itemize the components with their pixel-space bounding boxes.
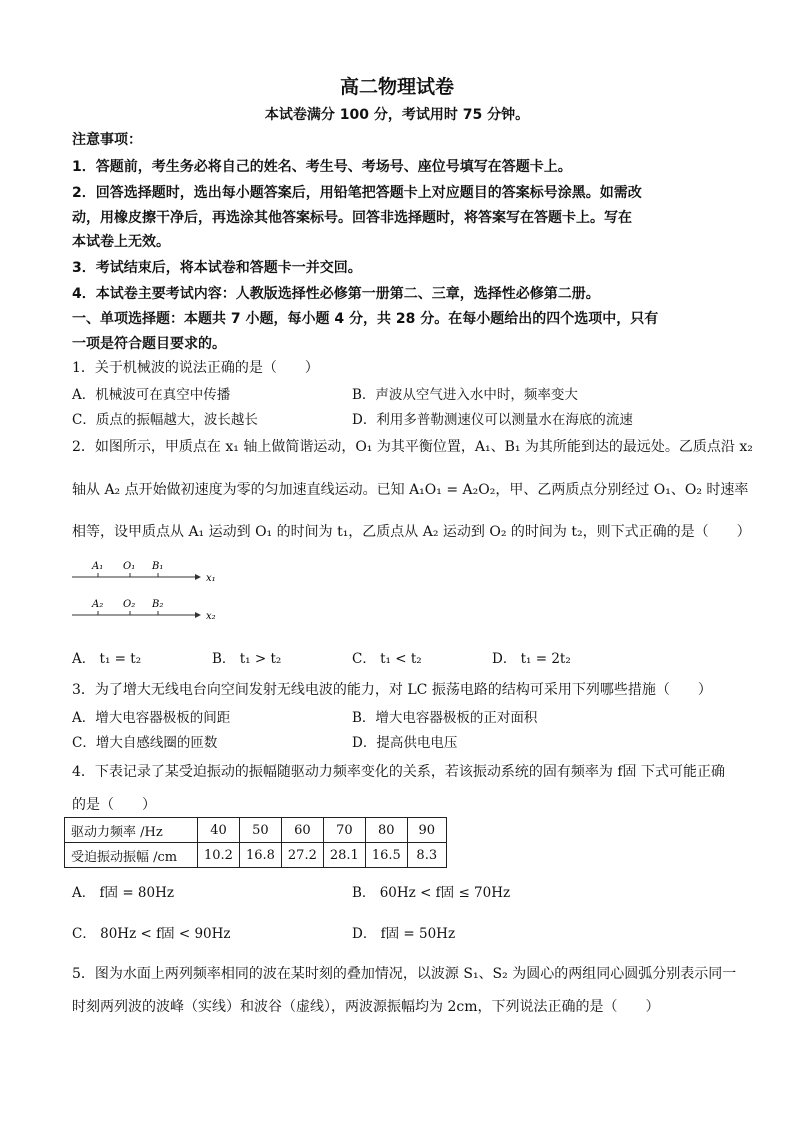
q5-stem-line-a: 5．图为水面上两列频率相同的波在某时刻的叠加情况，以波源 S₁、S₂ 为圆心的两组同心圆弧分别表示同一	[72, 966, 737, 982]
note-2-line-a: 2．回答选择题时，选出每小题答案后，用铅笔把答题卡上对应题目的答案标号涂黑。如需改	[72, 185, 642, 201]
table-cell: 10.2	[198, 843, 240, 868]
section1-heading-a: 一、单项选择题：本题共 7 小题，每小题 4 分，共 28 分。在每小题给出的四个选项中，只有	[72, 311, 659, 327]
q1-option-b: B．声波从空气进入水中时，频率变大	[352, 387, 578, 403]
table-cell: 90	[407, 818, 446, 843]
q4-stem-line-b: 的是（ ）	[72, 797, 156, 813]
q4-option-c: C． 80Hz < f固 < 90Hz	[72, 926, 231, 942]
label-b1: B₁	[152, 561, 164, 572]
table-cell: 27.2	[281, 843, 323, 868]
table-cell: 16.8	[239, 843, 281, 868]
section1-heading-b: 一项是符合题目要求的。	[72, 336, 226, 352]
note-2-line-b: 动，用橡皮擦干净后，再选涂其他答案标号。回答非选择题时，将答案写在答题卡上。写在	[72, 210, 632, 226]
q3-stem: 3．为了增大无线电台向空间发射无线电波的能力，对 LC 振荡电路的结构可采用下列哪些措施（ ）	[72, 682, 712, 698]
q2-option-b: B． t₁ > t₂	[212, 651, 282, 667]
label-x1: x₁	[206, 573, 216, 584]
label-b2: B₂	[152, 599, 164, 610]
note-1: 1．答题前，考生务必将自己的姓名、考生号、考场号、座位号填写在答题卡上。	[72, 159, 572, 175]
q3-option-c: C．增大自感线圈的匝数	[72, 735, 218, 751]
q4-option-d: D． f固 = 50Hz	[352, 926, 456, 942]
q2-stem-line-c: 相等，设甲质点从 A₁ 运动到 O₁ 的时间为 t₁，乙质点从 A₂ 运动到 O₂ 的时间为 t₂，则下式正确的是（ ）	[72, 524, 751, 540]
label-x2: x₂	[206, 611, 216, 622]
q2-option-a: A． t₁ = t₂	[72, 651, 142, 667]
table-cell: 8.3	[407, 843, 446, 868]
table-cell: 16.5	[365, 843, 407, 868]
table-row	[65, 843, 447, 868]
q3-option-d: D．提高供电电压	[352, 735, 458, 751]
q3-option-a: A．增大电容器极板的间距	[72, 710, 231, 726]
table-cell: 60	[281, 818, 323, 843]
label-o1: O₁	[123, 561, 136, 572]
note-4: 4．本试卷主要考试内容：人教版选择性必修第一册第二、三章，选择性必修第二册。	[72, 286, 600, 302]
q3-option-b: B．增大电容器极板的正对面积	[352, 710, 538, 726]
q4-stem-line-a: 4．下表记录了某受迫振动的振幅随驱动力频率变化的关系，若该振动系统的固有频率为 f固 下式可能正确	[72, 764, 725, 780]
label-o2: O₂	[123, 599, 136, 610]
q2-axes-figure	[68, 555, 228, 625]
q2-stem-line-a: 2．如图所示，甲质点在 x₁ 轴上做简谐运动，O₁ 为其平衡位置，A₁、B₁ 为其所能到达的最远处。乙质点沿 x₂	[72, 439, 753, 455]
q2-option-c: C． t₁ < t₂	[352, 651, 422, 667]
q5-stem-line-b: 时刻两列波的波峰（实线）和波谷（虚线），两波源振幅均为 2cm，下列说法正确的是（ ）	[72, 999, 660, 1015]
note-3: 3．考试结束后，将本试卷和答题卡一并交回。	[72, 260, 362, 276]
page-title: 高二物理试卷	[339, 76, 454, 98]
q4-option-a: A． f固 = 80Hz	[72, 885, 174, 901]
notes-heading: 注意事项：	[72, 132, 142, 148]
q2-option-d: D． t₁ = 2t₂	[492, 651, 571, 667]
table-row-label: 驱动力频率 /Hz	[65, 818, 198, 843]
q1-option-d: D．利用多普勒测速仪可以测量水在海底的流速	[352, 412, 633, 428]
q1-option-a: A．机械波可在真空中传播	[72, 387, 231, 403]
note-2-line-c: 本试卷上无效。	[72, 234, 170, 250]
table-cell: 28.1	[323, 843, 365, 868]
table-cell: 80	[365, 818, 407, 843]
label-a1: A₁	[92, 561, 104, 572]
q4-frequency-table	[64, 817, 447, 868]
table-cell: 50	[239, 818, 281, 843]
exam-subtitle: 本试卷满分 100 分，考试用时 75 分钟。	[264, 107, 530, 123]
table-row	[65, 818, 447, 843]
label-a2: A₂	[92, 599, 104, 610]
q4-option-b: B． 60Hz < f固 ≤ 70Hz	[352, 885, 511, 901]
table-cell: 70	[323, 818, 365, 843]
q1-option-c: C．质点的振幅越大，波长越长	[72, 412, 258, 428]
q1-stem: 1．关于机械波的说法正确的是（ ）	[72, 360, 319, 376]
table-cell: 40	[198, 818, 240, 843]
table-row-label: 受迫振动振幅 /cm	[65, 843, 198, 868]
q2-stem-line-b: 轴从 A₂ 点开始做初速度为零的匀加速直线运动。已知 A₁O₁ = A₂O₂，甲、乙两质点分别经过 O₁、O₂ 时速率	[72, 482, 749, 498]
